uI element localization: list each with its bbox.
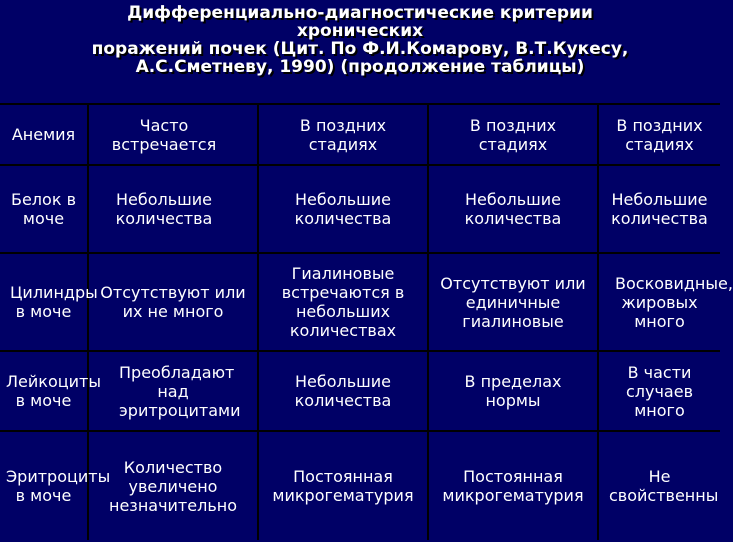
table-cell: Небольшие количества <box>598 165 720 253</box>
table-cell: Отсутствуют или их не много <box>88 253 258 351</box>
table-row <box>0 253 720 351</box>
table-row <box>0 351 720 431</box>
table-cell: Преобладают над эритроцитами <box>88 351 258 431</box>
title-line: поражений почек (Цит. По Ф.И.Комарову, В.Т.Кукесу, <box>91 39 629 59</box>
table-cell: Небольшие количества <box>258 165 428 253</box>
row-header: Эритроциты в моче <box>0 431 88 540</box>
table-cell: В части случаев много <box>598 351 720 431</box>
table-cell: Гиалиновые встречаются в небольших количествах <box>258 253 428 351</box>
table-cell: Восковидные, жировых много <box>598 253 720 351</box>
table-cell: Не свойственны <box>609 467 719 505</box>
row-header: Белок в моче <box>0 165 88 253</box>
table-cell: Небольшие количества <box>258 351 428 431</box>
table-cell: Отсутствуют или единичные гиалиновые <box>428 253 598 351</box>
table-row <box>0 105 720 165</box>
table-cell: Постоянная микрогематурия <box>258 431 428 540</box>
table-cell: В поздних стадиях <box>428 105 598 165</box>
title-line: А.С.Сметневу, 1990) (продолжение таблицы) <box>135 57 585 77</box>
row-header: Анемия <box>0 105 88 165</box>
table-cell: Часто встречается <box>88 105 258 165</box>
table-cell: В поздних стадиях <box>258 105 428 165</box>
table-row <box>0 431 720 540</box>
table-row <box>0 165 720 253</box>
table-cell: Постоянная микрогематурия <box>428 431 598 540</box>
table-cell: Небольшие количества <box>428 165 598 253</box>
row-header: Цилиндры в моче <box>0 253 88 351</box>
title-line: хронических <box>296 21 424 41</box>
table-cell: В поздних стадиях <box>598 105 720 165</box>
criteria-table <box>0 105 733 540</box>
row-header: Лейкоциты в моче <box>0 351 88 431</box>
slide-title <box>40 4 680 76</box>
table-cell: Количество увеличено незначительно <box>88 431 258 540</box>
title-line: Дифференциально-диагностические критерии <box>127 3 593 23</box>
table-cell: В пределах нормы <box>428 351 598 431</box>
table-cell: Небольшие количества <box>88 165 258 253</box>
criteria-table-container <box>0 103 733 542</box>
